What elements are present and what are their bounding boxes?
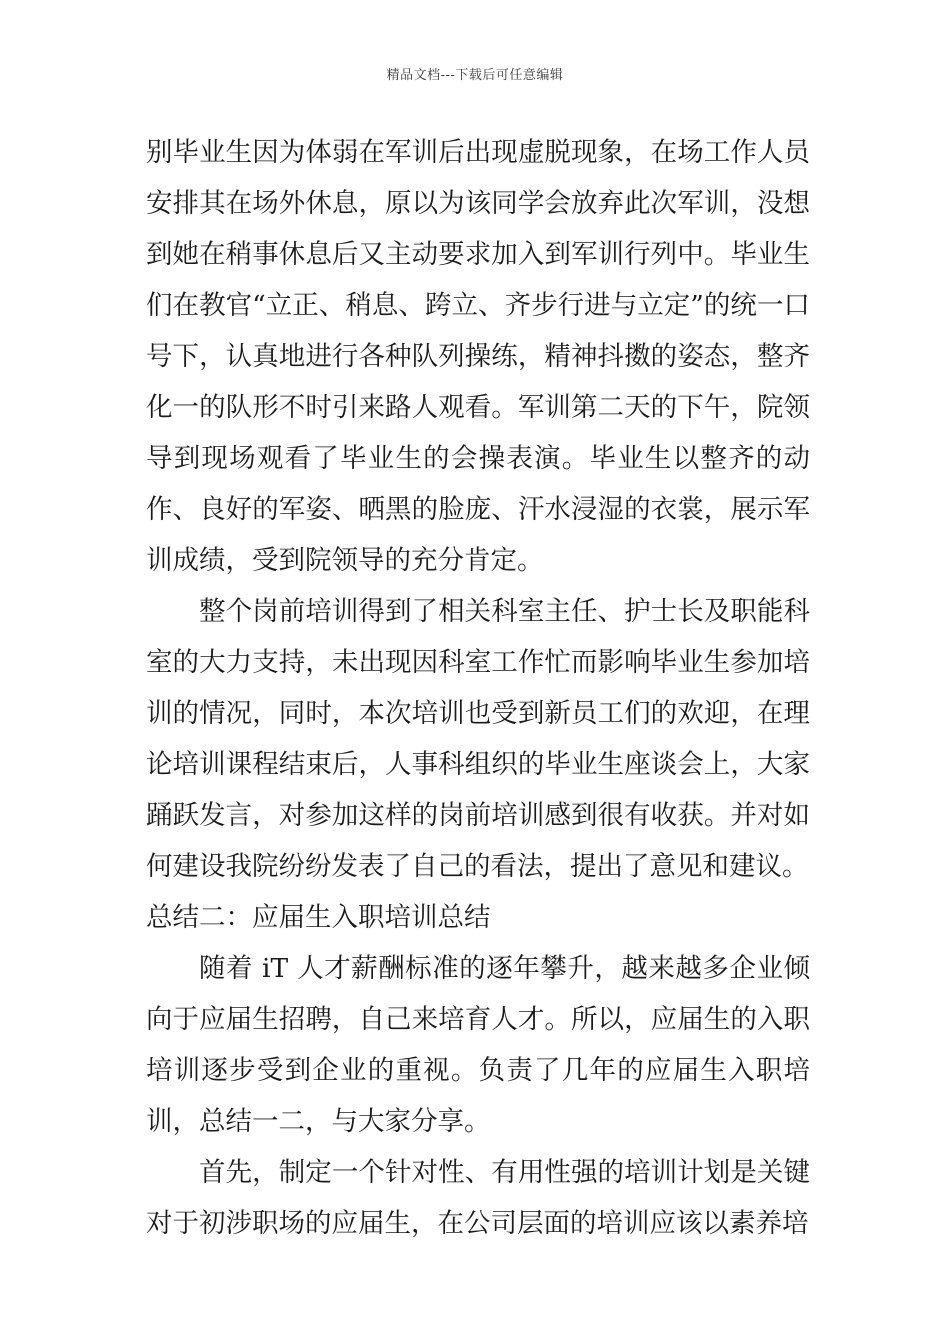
page-header: 精品文档---下载后可任意编辑 [386, 68, 564, 83]
section-heading: 总结二：应届生入职培训总结 [146, 902, 491, 933]
paragraph-military-training: 别毕业生因为体弱在军训后出现虚脱现象，在场工作人员安排其在场外休息，原以为该同学会放弃此次军训，没想到她在稍事休息后又主动要求加入到军训行列中。毕业生们在教官“立正、稍息、跨立、齐步行进与立定”的统一口号下，认真地进行各种队列操练，精神抖擞的姿态，整齐化一的队形不时引来路人观看。军训第二天的下午，院领导到现场观看了毕业生的会操表演。毕业生以整齐的动作、良好的军姿、晒黑的脸庞、汗水浸湿的衣裳，展示军训成绩，受到院领导的充分肯定。 [146, 137, 810, 576]
document-body [146, 127, 810, 1249]
paragraph-training-plan: 首先，制定一个针对性、有用性强的培训计划是关键对于初涉职场的应届生，在公司层面的培训应该以素养培 [146, 1157, 810, 1239]
paragraph-pre-job-training: 整个岗前培训得到了相关科室主任、护士长及职能科室的大力支持，未出现因科室工作忙而影响毕业生参加培训的情况，同时，本次培训也受到新员工们的欢迎，在理论培训课程结束后，人事科组织的毕业生座谈会上，大家踊跃发言，对参加这样的岗前培训感到很有收获。并对如何建设我院纷纷发表了自己的看法，提出了意见和建议。 [146, 596, 810, 882]
paragraph-graduate-recruitment: 随着 iT 人才薪酬标准的逐年攀升，越来越多企业倾向于应届生招聘，自己来培育人才。所以，应届生的入职培训逐步受到企业的重视。负责了几年的应届生入职培训，总结一二，与大家分享。 [146, 953, 810, 1137]
